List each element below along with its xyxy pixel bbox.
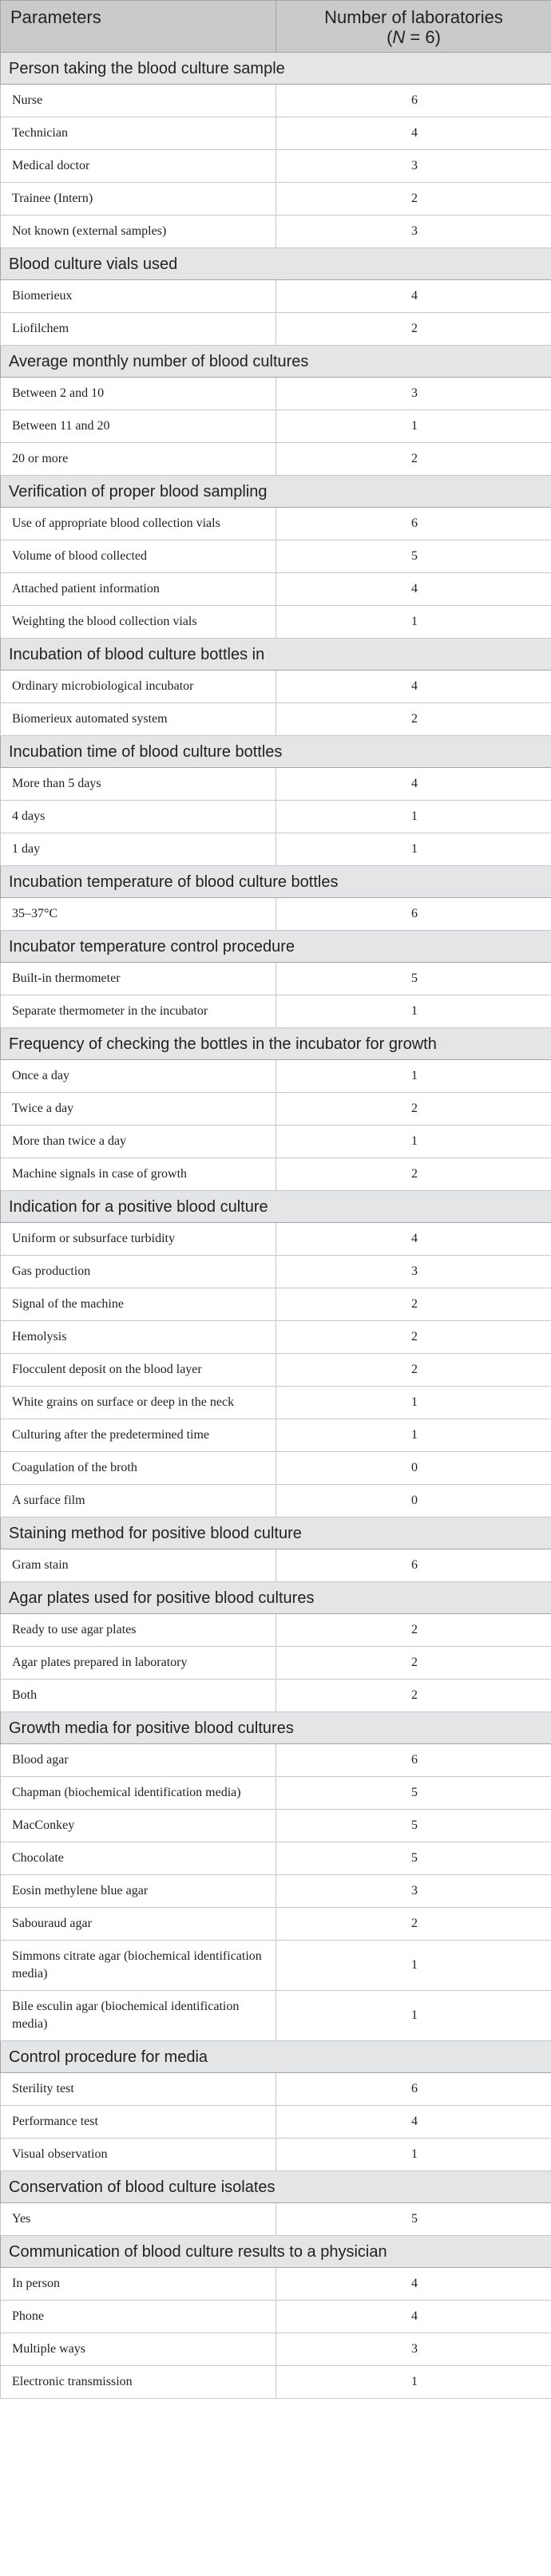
row-value: 2	[276, 703, 551, 736]
header-parameters: Parameters	[1, 1, 276, 53]
table-row	[1, 2366, 551, 2399]
row-label: MacConkey	[1, 1810, 276, 1842]
row-label: Biomerieux	[1, 280, 276, 313]
table-row	[1, 1452, 551, 1485]
section-title: Incubator temperature control procedure	[1, 931, 551, 963]
table-row	[1, 1288, 551, 1321]
row-value: 2	[276, 313, 551, 346]
row-label: Between 2 and 10	[1, 378, 276, 410]
row-value: 6	[276, 1744, 551, 1777]
row-label: Culturing after the predetermined time	[1, 1419, 276, 1452]
table-row	[1, 216, 551, 248]
row-value: 0	[276, 1452, 551, 1485]
table-row	[1, 117, 551, 150]
table-row	[1, 1875, 551, 1908]
table-row	[1, 1485, 551, 1518]
header-col2-line1: Number of laboratories	[324, 7, 503, 27]
row-label: Separate thermometer in the incubator	[1, 995, 276, 1028]
table-row	[1, 1941, 551, 1991]
table-row	[1, 1549, 551, 1582]
row-label: Technician	[1, 117, 276, 150]
section-title: Control procedure for media	[1, 2041, 551, 2073]
row-value: 4	[276, 280, 551, 313]
row-label: A surface film	[1, 1485, 276, 1518]
row-value: 4	[276, 117, 551, 150]
row-label: Sterility test	[1, 2073, 276, 2106]
row-value: 4	[276, 2301, 551, 2333]
section-header-row	[1, 2041, 551, 2073]
row-value: 6	[276, 2073, 551, 2106]
row-value: 0	[276, 1485, 551, 1518]
section-title: Blood culture vials used	[1, 248, 551, 280]
row-label: Ready to use agar plates	[1, 1614, 276, 1647]
table-row	[1, 671, 551, 703]
row-value: 3	[276, 1256, 551, 1288]
row-label: Biomerieux automated system	[1, 703, 276, 736]
row-label: Visual observation	[1, 2139, 276, 2171]
row-value: 2	[276, 1908, 551, 1941]
row-value: 1	[276, 2139, 551, 2171]
table-row	[1, 313, 551, 346]
table-header-row	[1, 1, 551, 53]
row-label: 20 or more	[1, 443, 276, 476]
row-label: Medical doctor	[1, 150, 276, 183]
section-title: Average monthly number of blood cultures	[1, 346, 551, 378]
row-label: Phone	[1, 2301, 276, 2333]
row-value: 1	[276, 833, 551, 866]
table-row	[1, 573, 551, 606]
row-value: 4	[276, 768, 551, 801]
table-row	[1, 606, 551, 639]
row-label: Nurse	[1, 85, 276, 117]
row-label: Volume of blood collected	[1, 540, 276, 573]
header-col2-var: N	[392, 27, 406, 47]
row-label: Flocculent deposit on the blood layer	[1, 1354, 276, 1387]
table-row	[1, 1614, 551, 1647]
row-label: Electronic transmission	[1, 2366, 276, 2399]
table-row	[1, 1991, 551, 2041]
section-header-row	[1, 866, 551, 898]
section-header-row	[1, 736, 551, 768]
table-row	[1, 833, 551, 866]
row-value: 4	[276, 2268, 551, 2301]
row-label: Simmons citrate agar (biochemical identification media)	[1, 1941, 276, 1991]
row-label: Bile esculin agar (biochemical identification media)	[1, 1991, 276, 2041]
row-value: 4	[276, 573, 551, 606]
section-title: Conservation of blood culture isolates	[1, 2171, 551, 2203]
section-header-row	[1, 931, 551, 963]
table-row	[1, 508, 551, 540]
section-header-row	[1, 1712, 551, 1744]
row-label: More than 5 days	[1, 768, 276, 801]
row-label: Uniform or subsurface turbidity	[1, 1223, 276, 1256]
section-title: Incubation of blood culture bottles in	[1, 639, 551, 671]
row-label: Eosin methylene blue agar	[1, 1875, 276, 1908]
row-value: 6	[276, 1549, 551, 1582]
row-label: 1 day	[1, 833, 276, 866]
row-label: 35–37°C	[1, 898, 276, 931]
row-label: Ordinary microbiological incubator	[1, 671, 276, 703]
row-value: 1	[276, 2366, 551, 2399]
row-label: Between 11 and 20	[1, 410, 276, 443]
row-label: Gas production	[1, 1256, 276, 1288]
row-value: 1	[276, 801, 551, 833]
section-header-row	[1, 346, 551, 378]
row-value: 2	[276, 1647, 551, 1680]
row-label: Multiple ways	[1, 2333, 276, 2366]
table-row	[1, 801, 551, 833]
section-title: Verification of proper blood sampling	[1, 476, 551, 508]
header-number-of-laboratories	[276, 1, 551, 53]
row-label: Attached patient information	[1, 573, 276, 606]
table-row	[1, 995, 551, 1028]
section-title: Staining method for positive blood culture	[1, 1518, 551, 1549]
table-row	[1, 443, 551, 476]
row-value: 3	[276, 1875, 551, 1908]
row-label: Chapman (biochemical identification media)	[1, 1777, 276, 1810]
section-header-row	[1, 1028, 551, 1060]
header-col2-open: (	[386, 27, 393, 47]
row-value: 5	[276, 540, 551, 573]
row-label: Once a day	[1, 1060, 276, 1093]
table-row	[1, 1908, 551, 1941]
row-label: Sabouraud agar	[1, 1908, 276, 1941]
table-row	[1, 1321, 551, 1354]
table-row	[1, 1093, 551, 1126]
row-value: 3	[276, 2333, 551, 2366]
table-row	[1, 540, 551, 573]
table-row	[1, 150, 551, 183]
table-row	[1, 1223, 551, 1256]
table-row	[1, 1842, 551, 1875]
row-label: Performance test	[1, 2106, 276, 2139]
row-value: 4	[276, 2106, 551, 2139]
table-row	[1, 2203, 551, 2236]
row-value: 1	[276, 1060, 551, 1093]
table-row	[1, 1387, 551, 1419]
table-row	[1, 2301, 551, 2333]
table-row	[1, 280, 551, 313]
table-row	[1, 85, 551, 117]
row-value: 3	[276, 150, 551, 183]
table-row	[1, 2106, 551, 2139]
table-row	[1, 1810, 551, 1842]
row-label: Blood agar	[1, 1744, 276, 1777]
section-title: Person taking the blood culture sample	[1, 53, 551, 85]
table-row	[1, 703, 551, 736]
section-header-row	[1, 1582, 551, 1614]
row-value: 1	[276, 606, 551, 639]
table-row	[1, 378, 551, 410]
table-row	[1, 410, 551, 443]
row-value: 2	[276, 1288, 551, 1321]
row-value: 2	[276, 443, 551, 476]
row-value: 2	[276, 1354, 551, 1387]
row-value: 3	[276, 216, 551, 248]
row-value: 2	[276, 1093, 551, 1126]
row-value: 6	[276, 508, 551, 540]
row-label: Signal of the machine	[1, 1288, 276, 1321]
section-title: Frequency of checking the bottles in the incubator for growth	[1, 1028, 551, 1060]
row-label: Trainee (Intern)	[1, 183, 276, 216]
row-label: Machine signals in case of growth	[1, 1158, 276, 1191]
table-body	[1, 53, 551, 2399]
row-value: 1	[276, 995, 551, 1028]
section-title: Communication of blood culture results to a physician	[1, 2236, 551, 2268]
row-label: Both	[1, 1680, 276, 1712]
row-value: 4	[276, 671, 551, 703]
row-value: 1	[276, 1387, 551, 1419]
table-row	[1, 768, 551, 801]
row-value: 2	[276, 1680, 551, 1712]
row-value: 1	[276, 410, 551, 443]
table-row	[1, 1256, 551, 1288]
row-value: 5	[276, 1810, 551, 1842]
row-label: Chocolate	[1, 1842, 276, 1875]
table-row	[1, 1126, 551, 1158]
row-value: 6	[276, 898, 551, 931]
section-header-row	[1, 2236, 551, 2268]
row-value: 5	[276, 2203, 551, 2236]
table-row	[1, 2333, 551, 2366]
table-row	[1, 1647, 551, 1680]
row-label: Yes	[1, 2203, 276, 2236]
row-label: Weighting the blood collection vials	[1, 606, 276, 639]
row-value: 2	[276, 1158, 551, 1191]
table-row	[1, 1354, 551, 1387]
row-label: White grains on surface or deep in the neck	[1, 1387, 276, 1419]
row-value: 5	[276, 1777, 551, 1810]
table-row	[1, 2139, 551, 2171]
row-value: 1	[276, 1419, 551, 1452]
row-label: Use of appropriate blood collection vials	[1, 508, 276, 540]
section-header-row	[1, 2171, 551, 2203]
row-value: 1	[276, 1126, 551, 1158]
row-label: In person	[1, 2268, 276, 2301]
table-row	[1, 963, 551, 995]
table-row	[1, 1419, 551, 1452]
section-header-row	[1, 53, 551, 85]
table-row	[1, 1680, 551, 1712]
row-label: Built-in thermometer	[1, 963, 276, 995]
row-label: 4 days	[1, 801, 276, 833]
section-title: Incubation time of blood culture bottles	[1, 736, 551, 768]
row-label: Gram stain	[1, 1549, 276, 1582]
row-label: More than twice a day	[1, 1126, 276, 1158]
table-row	[1, 2073, 551, 2106]
row-value: 1	[276, 1991, 551, 2041]
section-header-row	[1, 1518, 551, 1549]
table-row	[1, 183, 551, 216]
section-title: Agar plates used for positive blood cultures	[1, 1582, 551, 1614]
row-label: Hemolysis	[1, 1321, 276, 1354]
row-value: 4	[276, 1223, 551, 1256]
row-label: Twice a day	[1, 1093, 276, 1126]
table-row	[1, 1744, 551, 1777]
section-header-row	[1, 1191, 551, 1223]
row-label: Coagulation of the broth	[1, 1452, 276, 1485]
row-value: 2	[276, 1321, 551, 1354]
section-header-row	[1, 248, 551, 280]
row-value: 6	[276, 85, 551, 117]
table-row	[1, 1158, 551, 1191]
header-col2-rest: = 6)	[405, 27, 441, 47]
row-value: 2	[276, 183, 551, 216]
row-value: 2	[276, 1614, 551, 1647]
section-header-row	[1, 639, 551, 671]
row-value: 3	[276, 378, 551, 410]
row-value: 5	[276, 963, 551, 995]
section-title: Indication for a positive blood culture	[1, 1191, 551, 1223]
section-title: Growth media for positive blood cultures	[1, 1712, 551, 1744]
table-row	[1, 1777, 551, 1810]
table-row	[1, 1060, 551, 1093]
table-row	[1, 2268, 551, 2301]
row-label: Not known (external samples)	[1, 216, 276, 248]
section-header-row	[1, 476, 551, 508]
row-value: 5	[276, 1842, 551, 1875]
row-label: Liofilchem	[1, 313, 276, 346]
section-title: Incubation temperature of blood culture bottles	[1, 866, 551, 898]
row-label: Agar plates prepared in laboratory	[1, 1647, 276, 1680]
table-row	[1, 898, 551, 931]
row-value: 1	[276, 1941, 551, 1991]
